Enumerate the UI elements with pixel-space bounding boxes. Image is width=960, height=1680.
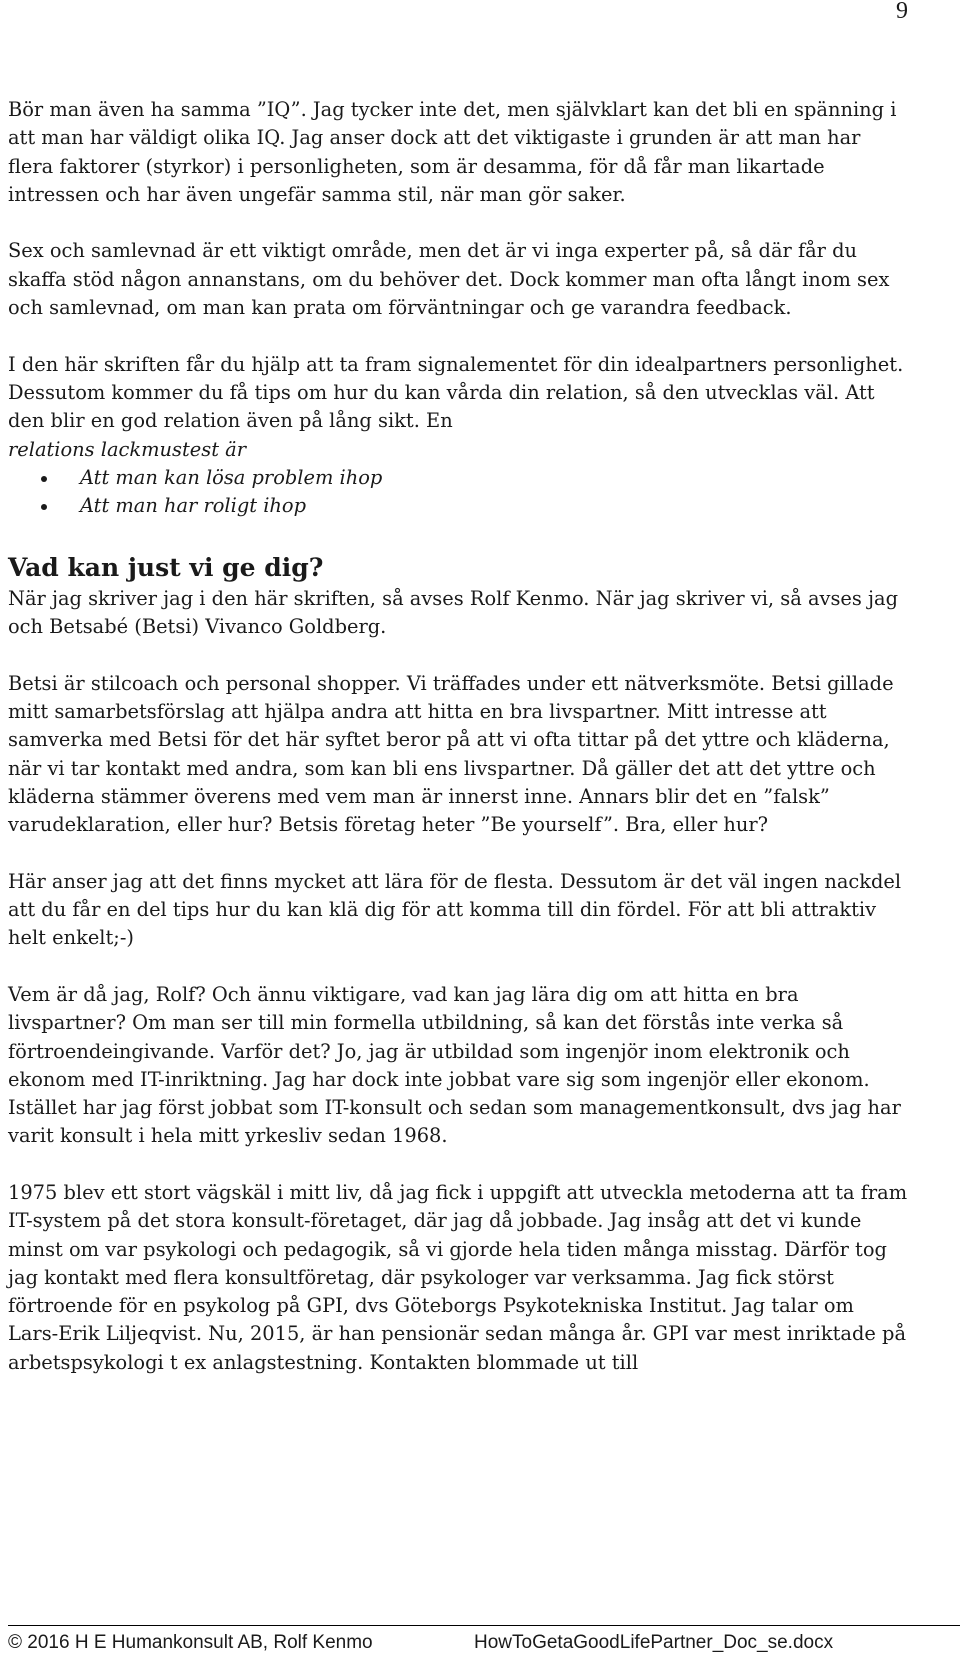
list-item xyxy=(8,492,908,520)
lackmustest-intro: relations lackmustest är xyxy=(8,437,246,461)
section-heading: Vad kan just vi ge dig? xyxy=(8,552,324,582)
list-item-text: Att man kan lösa problem ihop xyxy=(80,465,383,489)
paragraph-lara: Här anser jag att det finns mycket att lära för de flesta. Dessutom är det väl ingen nackdel att du får en del tips hur du kan klä dig för att komma till din fördel. För att bli attraktiv helt enkelt;-) xyxy=(8,869,902,950)
paragraph-iq: Bör man även ha samma ”IQ”. Jag tycker inte det, men självklart kan det bli en spänning i att man har väldigt olika IQ. Jag anser dock att det viktigaste i grunden är att man har flera faktorer (styrkor) i personligheten, som är desamma, för då får man likartade intressen och har även ungefär samma stil, när man gör saker. xyxy=(8,98,897,206)
footer-filename: HowToGetaGoodLifePartner_Doc_se.docx xyxy=(474,1632,834,1653)
page-number: 9 xyxy=(896,0,908,24)
paragraph-sex-samlevnad: Sex och samlevnad är ett viktigt område, men det är vi inga experter på, så där får du skaffa stöd någon annanstans, om du behöver det. Dock kommer man ofta långt inom sex och samlevnad, om man kan prata om förväntningar och ge varandra feedback. xyxy=(8,239,890,320)
paragraph-rolf: Vem är då jag, Rolf? Och ännu viktigare, vad kan jag lära dig om att hitta en bra livspartner? Om man ser till min formella utbildning, så kan det förstås inte verka så förtroendeingivande. Varför det? Jo, jag är utbildad som ingenjör inom elektronik och ekonom med IT-inriktning. Jag har dock inte jobbat vare sig som ingenjör eller ekonom. Istället har jag först jobbat som IT-konsult och sedan som managementkonsult, dvs jag har varit konsult i hela mitt yrkesliv sedan 1968. xyxy=(8,982,901,1148)
list-item xyxy=(8,464,908,492)
document-body xyxy=(8,96,908,1405)
paragraph-betsi: Betsi är stilcoach och personal shopper. Vi träffades under ett nätverksmöte. Betsi gillade mitt samarbetsförslag att hjälpa andra att hitta en bra livspartner. Mitt intresse att samverka med Betsi för det här syftet beror på att vi ofta tittar på det yttre och kläderna, när vi tar kontakt med andra, som kan bli ens livspartner. Då gäller det att det yttre och kläderna stämmer överens med vem man är innerst inne. Annars blir det en ”falsk” varudeklaration, eller hur? Betsis företag heter ”Be yourself”. Bra, eller hur? xyxy=(8,671,894,837)
paragraph-1975: 1975 blev ett stort vägskäl i mitt liv, då jag fick i uppgift att utveckla metoderna att ta fram IT-system på det stora konsult-företaget, där jag då jobbade. Jag insåg att det vi kunde minst om var psykologi och pedagogik, så vi gjorde hela tiden många misstag. Därför tog jag kontakt med flera konsultföretag, där psykologer var verksamma. Jag fick störst förtroende för en psykolog på GPI, dvs Göteborgs Psykotekniska Institut. Jag talar om Lars-Erik Liljeqvist. Nu, 2015, är han pensionär sedan många år. GPI var mest inriktade på arbetspsykologi t ex anlagstestning. Kontakten blommade ut till xyxy=(8,1180,908,1374)
lackmustest-list xyxy=(8,464,908,521)
paragraph-lackmustest xyxy=(8,436,908,464)
footer-copyright: © 2016 H E Humankonsult AB, Rolf Kenmo xyxy=(8,1632,373,1653)
list-item-text: Att man har roligt ihop xyxy=(80,494,306,518)
bullet-icon xyxy=(41,476,47,482)
paragraph-vem-skriver: När jag skriver jag i den här skriften, så avses Rolf Kenmo. När jag skriver vi, så avses jag och Betsabé (Betsi) Vivanco Goldberg. xyxy=(8,586,898,639)
paragraph-skriften: I den här skriften får du hjälp att ta fram signalementet för din idealpartners personlighet. Dessutom kommer du få tips om hur du kan vårda din relation, så den utvecklas väl. Att den blir en god relation även på lång sikt. En xyxy=(8,352,904,433)
page-footer xyxy=(8,1630,960,1656)
bullet-icon xyxy=(41,504,47,510)
footer-divider xyxy=(8,1625,960,1626)
